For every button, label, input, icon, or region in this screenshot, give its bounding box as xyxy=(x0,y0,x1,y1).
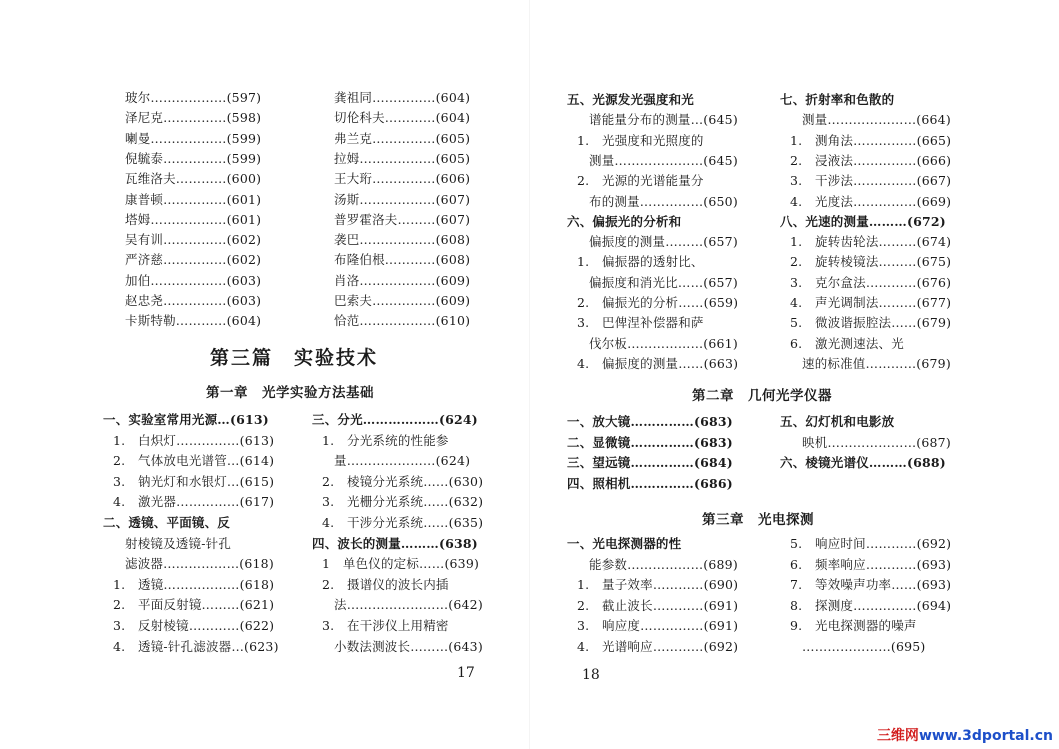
toc-entry: 3. 干涉法……………(667) xyxy=(790,173,952,189)
toc-entry: 3. 在干涉仪上用精密 xyxy=(322,618,449,633)
toc-entry: 康普顿……………(601) xyxy=(125,191,262,207)
toc-entry: 巴索夫……………(609) xyxy=(334,293,471,308)
toc-entry: 六、棱镜光谱仪………(688) xyxy=(780,455,946,470)
toc-entry: 龚祖同……………(604) xyxy=(334,90,471,105)
toc-entry: 能参数………………(689) xyxy=(589,556,738,572)
toc-entry: 3. 钠光灯和水银灯…(615) xyxy=(113,473,275,489)
toc-entry: 弗兰克……………(605) xyxy=(334,130,471,146)
toc-entry: 1. 透镜………………(618) xyxy=(113,576,275,592)
toc-entry: 切伦科夫…………(604) xyxy=(334,110,471,126)
toc-entry: 4. 干涉分光系统……(635) xyxy=(322,515,484,530)
toc-entry: 三、望远镜……………(684) xyxy=(567,455,733,470)
toc-entry: 8. 探测度……………(694) xyxy=(790,597,952,613)
toc-entry: 一、光电探测器的性 xyxy=(567,536,682,551)
toc-entry: 2. 棱镜分光系统……(630) xyxy=(322,473,484,489)
toc-entry: 1 单色仪的定标……(639) xyxy=(322,556,480,572)
toc-entry: 2. 平面反射镜………(621) xyxy=(113,597,275,613)
toc-entry: 赵忠尧……………(603) xyxy=(125,293,262,308)
toc-entry: 二、显微镜……………(683) xyxy=(567,434,733,450)
toc-entry: 2. 截止波长…………(691) xyxy=(577,597,739,613)
toc-entry: 喇曼………………(599) xyxy=(125,130,262,146)
watermark-text-cn: 三维网 xyxy=(876,728,919,744)
toc-entry: 玻尔………………(597) xyxy=(125,90,262,105)
toc-entry: 5. 微波谐振腔法……(679) xyxy=(790,315,952,331)
page-number-right: 18 xyxy=(582,667,600,683)
toc-entry: 瓦维洛夫…………(600) xyxy=(125,171,262,187)
toc-entry: 布隆伯根…………(608) xyxy=(334,252,471,268)
toc-entry: 普罗霍洛夫………(607) xyxy=(334,211,471,227)
toc-entry: 四、照相机……………(686) xyxy=(567,475,733,491)
toc-entry: 1. 旋转齿轮法………(674) xyxy=(790,234,952,250)
toc-entry: 法……………………(642) xyxy=(334,597,483,613)
toc-entry: 映机…………………(687) xyxy=(802,434,951,450)
toc-entry: 6. 激光测速法、光 xyxy=(790,335,904,351)
toc-entry: 肖洛………………(609) xyxy=(334,272,471,288)
toc-entry: 1. 测角法……………(665) xyxy=(790,132,952,148)
toc-entry: 2. 摄谱仪的波长内插 xyxy=(322,576,449,592)
toc-entry: 三、分光………………(624) xyxy=(312,412,478,427)
site-watermark xyxy=(877,725,1053,745)
toc-entry: 六、偏振光的分析和 xyxy=(567,213,682,229)
toc-entry: 王大珩……………(606) xyxy=(334,171,471,187)
toc-entry: 2. 旋转棱镜法………(675) xyxy=(790,254,952,270)
toc-entry: 谱能量分布的测量…(645) xyxy=(589,112,738,128)
toc-entry: 2. 气体放电光谱管…(614) xyxy=(113,453,275,469)
right-page xyxy=(530,0,1059,749)
toc-entry: 4. 激光器……………(617) xyxy=(113,494,275,510)
toc-entry: 4. 光度法……………(669) xyxy=(790,193,952,209)
toc-entry: 测量…………………(645) xyxy=(589,152,738,168)
watermark-url: www.3dportal.cn xyxy=(918,728,1053,744)
toc-entry: 严济慈……………(602) xyxy=(125,252,262,268)
toc-entry: 9. 光电探测器的噪声 xyxy=(790,618,917,633)
page-number-left: 17 xyxy=(457,665,475,681)
toc-entry: 汤斯………………(607) xyxy=(334,191,471,207)
toc-entry: 二、透镜、平面镜、反 xyxy=(103,515,231,530)
toc-entry: 塔姆………………(601) xyxy=(125,211,262,227)
toc-entry: 五、幻灯机和电影放 xyxy=(780,414,895,429)
toc-entry: 速的标准值…………(679) xyxy=(802,355,951,371)
toc-entry: 伐尔板………………(661) xyxy=(589,335,738,351)
toc-entry: 3. 巴俾涅补偿器和萨 xyxy=(577,315,704,331)
toc-entry: 1. 光强度和光照度的 xyxy=(577,132,704,148)
toc-entry: 2. 光源的光谱能量分 xyxy=(577,173,704,189)
toc-entry: 偏振度的测量………(657) xyxy=(589,234,738,250)
chapter-3-title: 第三章 光电探测 xyxy=(702,512,814,528)
toc-entry: 5. 响应时间…………(692) xyxy=(790,536,952,551)
toc-entry: 布的测量……………(650) xyxy=(589,193,738,209)
toc-entry: 1. 偏振器的透射比、 xyxy=(577,254,704,270)
toc-entry: 6. 频率响应…………(693) xyxy=(790,556,952,572)
toc-entry: 3. 克尔盒法…………(676) xyxy=(790,274,952,290)
toc-entry: 4. 透镜-针孔滤波器…(623) xyxy=(113,638,279,654)
toc-entry: 1. 量子效率…………(690) xyxy=(577,577,739,592)
toc-entry: 七、折射率和色散的 xyxy=(780,92,895,107)
toc-entry: 2. 浸液法……………(666) xyxy=(790,152,952,168)
toc-entry: 五、光源发光强度和光 xyxy=(567,92,695,107)
toc-entry: 八、光速的测量………(672) xyxy=(780,213,946,229)
part-title: 第三篇 实验技术 xyxy=(210,347,379,369)
toc-entry: 四、波长的测量………(638) xyxy=(312,535,478,551)
toc-entry: 4. 偏振度的测量……(663) xyxy=(577,355,739,371)
toc-entry: 3. 光栅分光系统……(632) xyxy=(322,494,484,510)
toc-entry: 2. 偏振光的分析……(659) xyxy=(577,295,739,310)
toc-entry: 射棱镜及透镜-针孔 xyxy=(125,535,232,551)
toc-entry: 量…………………(624) xyxy=(334,453,471,469)
toc-entry: 小数法测波长………(643) xyxy=(334,638,483,654)
toc-entry: 倪毓泰……………(599) xyxy=(125,150,262,166)
toc-entry: 测量…………………(664) xyxy=(802,112,951,128)
toc-entry: 卡斯特勒…………(604) xyxy=(125,313,262,329)
toc-entry: 吴有训……………(602) xyxy=(125,232,262,248)
toc-entry: 一、放大镜……………(683) xyxy=(567,414,733,429)
toc-entry: 1. 分光系统的性能参 xyxy=(322,432,449,448)
toc-entry: 偏振度和消光比……(657) xyxy=(589,274,738,290)
toc-entry: 一、实验室常用光源…(613) xyxy=(103,412,269,427)
toc-entry: 3. 反射棱镜…………(622) xyxy=(113,618,275,633)
toc-entry: 袭巴………………(608) xyxy=(334,232,471,248)
toc-entry: 1. 白炽灯……………(613) xyxy=(113,432,275,448)
toc-entry: 滤波器………………(618) xyxy=(125,556,274,572)
toc-entry: 恰范………………(610) xyxy=(334,313,471,329)
toc-entry: 7. 等效噪声功率……(693) xyxy=(790,577,952,592)
toc-entry: 拉姆………………(605) xyxy=(334,150,471,166)
toc-entry: 加伯………………(603) xyxy=(125,272,262,288)
toc-entry: 4. 声光调制法………(677) xyxy=(790,295,952,310)
toc-entry: 3. 响应度……………(691) xyxy=(577,618,739,633)
toc-entry: 泽尼克……………(598) xyxy=(125,110,262,126)
toc-entry: …………………(695) xyxy=(802,638,926,654)
chapter-2-title: 第二章 几何光学仪器 xyxy=(692,388,832,404)
chapter-1-title: 第一章 光学实验方法基础 xyxy=(206,385,374,401)
toc-entry: 4. 光谱响应…………(692) xyxy=(577,638,739,654)
